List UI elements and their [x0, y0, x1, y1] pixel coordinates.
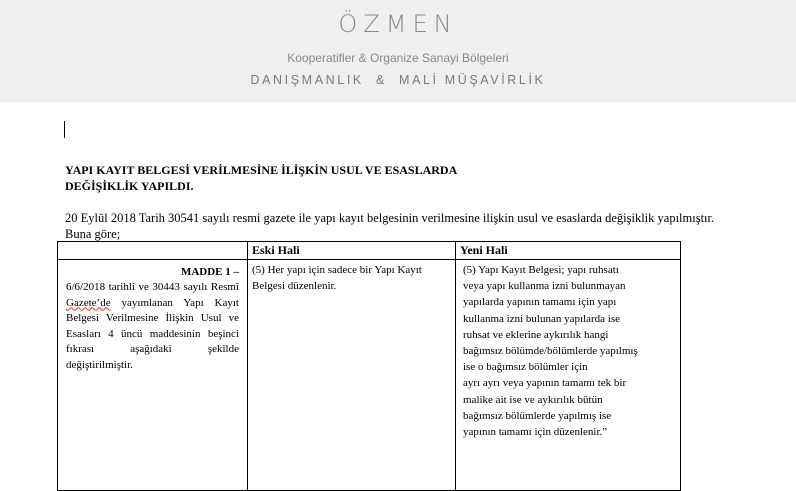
new-line: yapılarda yapının tamamı için yapı — [463, 296, 617, 309]
new-line: veya yapı kullanma izni bulunmayan — [463, 280, 626, 293]
new-text-cell — [456, 260, 681, 491]
header-new: Yeni Hali — [456, 242, 681, 260]
new-line: ayrı ayrı veya yapının tamamı tek bir — [463, 377, 627, 390]
table-row — [58, 260, 681, 491]
old-text-cell — [248, 260, 456, 491]
new-line: malike ait ise ve aykırılık bütün — [463, 393, 603, 406]
heading-line-1: YAPI KAYIT BELGESİ VERİLMESİNE İLİŞKİN USUL VE ESASLARDA — [65, 163, 458, 177]
letterhead — [0, 0, 796, 102]
old-text: (5) Her yapı için sadece bir Yapı Kayıt Belgesi düzenlenir. — [252, 264, 422, 292]
intro-paragraph — [65, 210, 785, 242]
new-line: ruhsat ve eklerine aykırılık hangi — [463, 328, 609, 341]
new-line: bağımsız bölümlerde yapılmış ise — [463, 409, 612, 422]
letterhead-subtitle: Kooperatifler & Organize Sanayi Bölgeleri — [287, 51, 509, 65]
new-line: (5) Yapı Kayıt Belgesi; yapı ruhsatı — [463, 264, 619, 276]
new-line: kullanma izni bulunan yapılarda ise — [463, 312, 621, 325]
new-line: yapının tamamı için düzenlenir.” — [463, 426, 608, 439]
gazete-word: Gazete’de — [66, 296, 111, 309]
document-heading — [65, 162, 457, 194]
madde-text — [66, 280, 239, 373]
heading-line-2: DEĞİŞİKLİK YAPILDI. — [65, 179, 194, 193]
intro-line-2: Buna göre; — [65, 227, 121, 241]
new-line: ise o bağımsız bölümler için — [463, 361, 588, 374]
intro-line-1: 20 Eylül 2018 Tarih 30541 sayılı resmi gazete ile yapı kayıt belgesinin verilmesine ilişkin usul ve esaslarda değişiklik yapılmıştır. — [65, 211, 715, 225]
table-header-row — [58, 242, 681, 260]
header-old: Eski Hali — [248, 242, 456, 260]
header-empty — [58, 242, 248, 260]
letterhead-tagline: DANIŞMANLIK & MALİ MÜŞAVİRLİK — [250, 73, 546, 87]
brand-name: ÖZMEN — [338, 10, 458, 38]
madde-cell — [58, 260, 248, 491]
madde-text-after: yayımlanan Yapı Kayıt Belgesi Verilmesine İlişkin Usul ve Esasları 4 üncü maddesinin beşinci fıkrası aşağıdaki şekilde değiştirilmiştir. — [66, 296, 239, 371]
comparison-table — [57, 241, 681, 491]
madde-title: MADDE 1 – — [180, 266, 239, 278]
text-cursor[interactable] — [64, 121, 65, 138]
madde-text-before: 6/6/2018 tarihli ve 30443 sayılı Resmî — [66, 281, 239, 293]
new-line: bağımsız bölümde/bölümlerde yapılmış — [463, 345, 638, 358]
